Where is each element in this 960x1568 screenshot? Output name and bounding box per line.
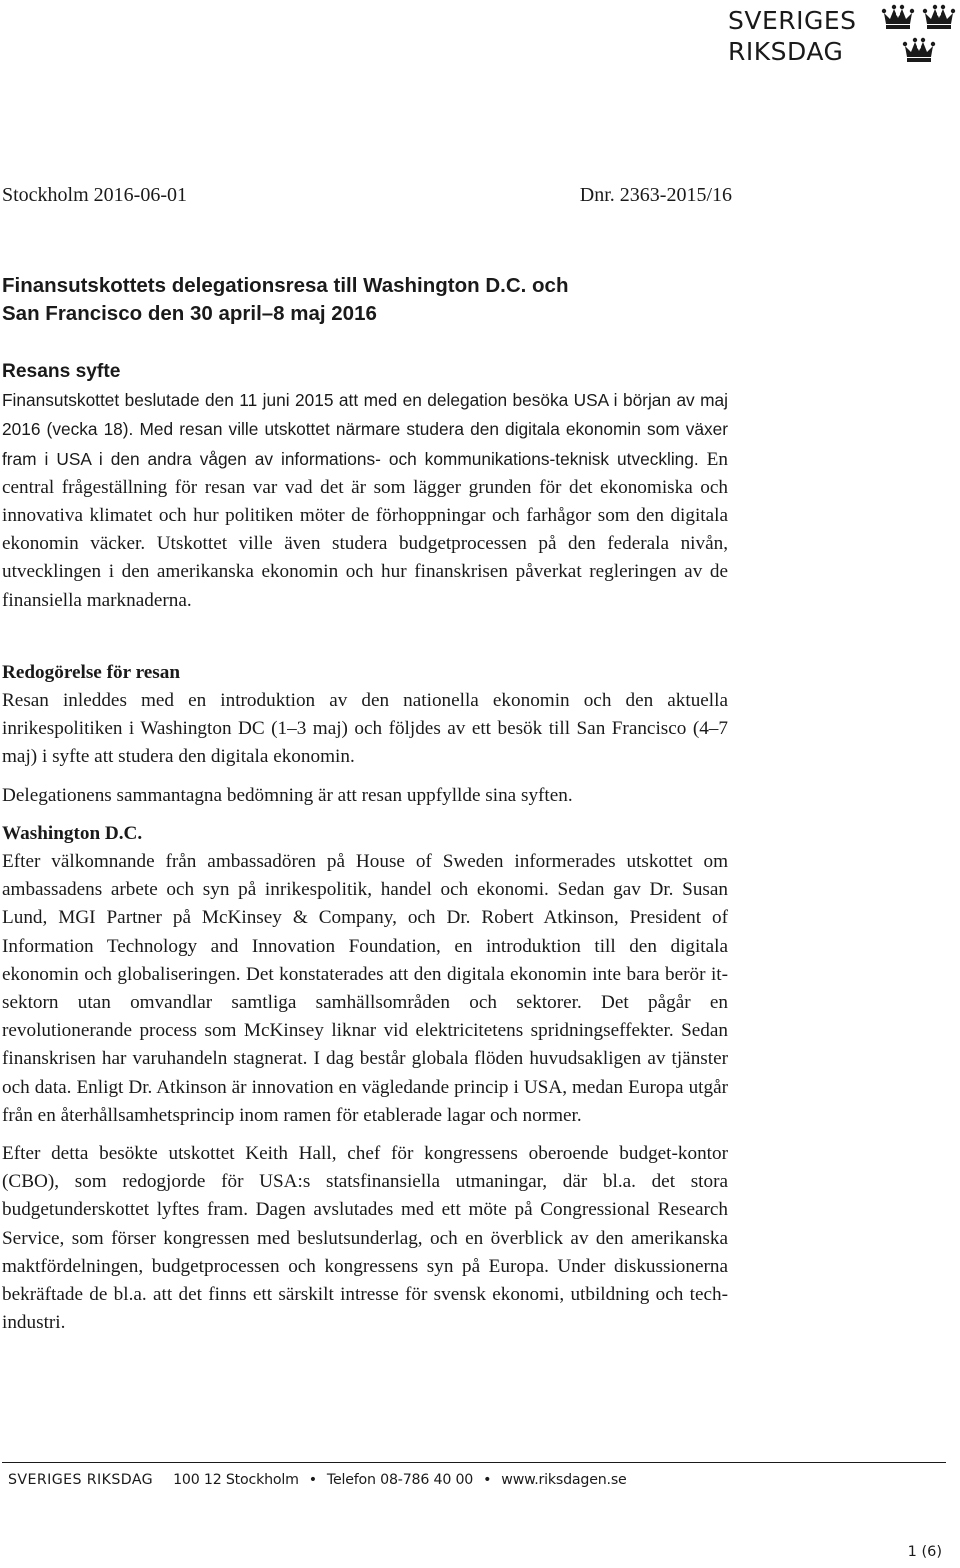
section-heading-purpose: Resans syfte xyxy=(2,361,121,382)
document-body xyxy=(2,358,728,1338)
paragraph-washington-2: Efter detta besökte utskottet Keith Hall, chef för kongressens oberoende budget-kontor (CBO), som redogjorde för USA:s statsfinansiella utmaningar, där bl.a. det stora budgetunderskottet lyftes fram. Dagen avslutades med ett möte på Congressional Research Service, som förser kongressen med beslutsunderlag, och en överblick av den amerikanska maktfördelningen, budgetprocessen och kongressens syn på Europa. Under diskussionerna bekräftade de bl.a. att det finns ett särskilt intresse för svensk ekonomi, utbildning och tech-industri. xyxy=(2,1143,728,1334)
crown-icon xyxy=(902,37,936,63)
footer-divider xyxy=(2,1462,946,1463)
paragraph-report-summary: Delegationens sammantagna bedömning är att resan uppfyllde sina syften. xyxy=(2,784,573,806)
section-heading-report: Redogörelse för resan xyxy=(2,661,180,683)
document-title xyxy=(2,272,702,328)
crown-icon xyxy=(922,4,956,30)
footer-bullet: • xyxy=(483,1472,492,1488)
logo-text-riksdag: RIKSDAG xyxy=(728,37,844,66)
page-footer xyxy=(8,1472,627,1488)
paragraph-report-intro: Resan inleddes med en introduktion av den nationella ekonomin och den aktuella inrikespolitiken i Washington DC (1–3 maj) och följdes av ett besök till San Francisco (4–7 maj) i syfte att studera den digitala ekonomin. xyxy=(2,690,728,768)
document-date: Stockholm 2016-06-01 xyxy=(2,184,187,206)
paragraph-spacer xyxy=(2,1130,728,1140)
document-number: Dnr. 2363-2015/16 xyxy=(579,184,732,206)
footer-phone: Telefon 08-786 40 00 xyxy=(326,1472,474,1488)
logo-text-sveriges: SVERIGES xyxy=(728,6,857,35)
footer-website-link[interactable]: www.riksdagen.se xyxy=(501,1472,627,1488)
page-number: 1 (6) xyxy=(907,1544,942,1560)
footer-bullet: • xyxy=(308,1472,317,1488)
crown-icon xyxy=(881,4,915,30)
footer-address: 100 12 Stockholm xyxy=(173,1472,299,1488)
paragraph-spacer xyxy=(2,810,728,820)
paragraph-purpose xyxy=(2,386,728,615)
title-line-1: Finansutskottets delegationsresa till Washington D.C. och xyxy=(2,274,569,297)
paragraph-washington-1: Efter välkomnande från ambassadören på House of Sweden informerades utskottet om ambassadens arbete och syn på inrikespolitik, handel och ekonomi. Sedan gav Dr. Susan Lund, MGI Partner på McKinsey & Company, och Dr. Robert Atkinson, President of Information Technology and Innovation Foundation, en introduktion till den digitala ekonomin och globaliseringen. Det konstaterades att den digitala ekonomin inte bara berör it-sektorn utan omvandlar samtliga samhällsområden och sektorer. Det pågår en revolutionerande process som McKinsey liknar vid elektricitetens spridningseffekter. Sedan finanskrisen har varuhandeln stagnerat. I dag består globala flöden huvudsakligen av tjänster och data. Enligt Dr. Atkinson är innovation en vägledande princip i USA, medan Europa utgår från en återhållsamhetsprincip inom ramen för etablerade lagar och normer. xyxy=(2,851,728,1126)
paragraph-purpose-part-3: En central frågeställning för resan var vad det är som lägger grunden för det ekonomiska och innovativa klimatet och hur politiken möter de förhoppningar och farhågor som den digitala ekonomin väcker. Utskottet ville även studera budgetprocessen på den federala nivån, utvecklingen i den amerikanska ekonomin och hur finanskrisen påverkat regleringen av de finansiella marknaderna. xyxy=(2,448,728,611)
paragraph-purpose-part-1: Finansutskottet beslutade den 11 juni 2015 att med en delegation besöka USA i början av maj 2016 (vecka 18). xyxy=(2,390,728,440)
title-line-2: San Francisco den 30 april–8 maj 2016 xyxy=(2,302,377,325)
document-meta xyxy=(2,184,732,212)
section-spacer xyxy=(2,615,728,659)
paragraph-spacer xyxy=(2,772,728,782)
footer-org: SVERIGES RIKSDAG xyxy=(8,1472,154,1488)
section-heading-washington: Washington D.C. xyxy=(2,822,143,844)
riksdag-logo xyxy=(728,2,960,66)
paragraph-purpose-part-2: Med resan ville utskottet närmare studera den digitala ekonomin som växer fram i USA i den andra vågen av informations- och kommunikations-teknisk utveckling. xyxy=(2,419,728,469)
